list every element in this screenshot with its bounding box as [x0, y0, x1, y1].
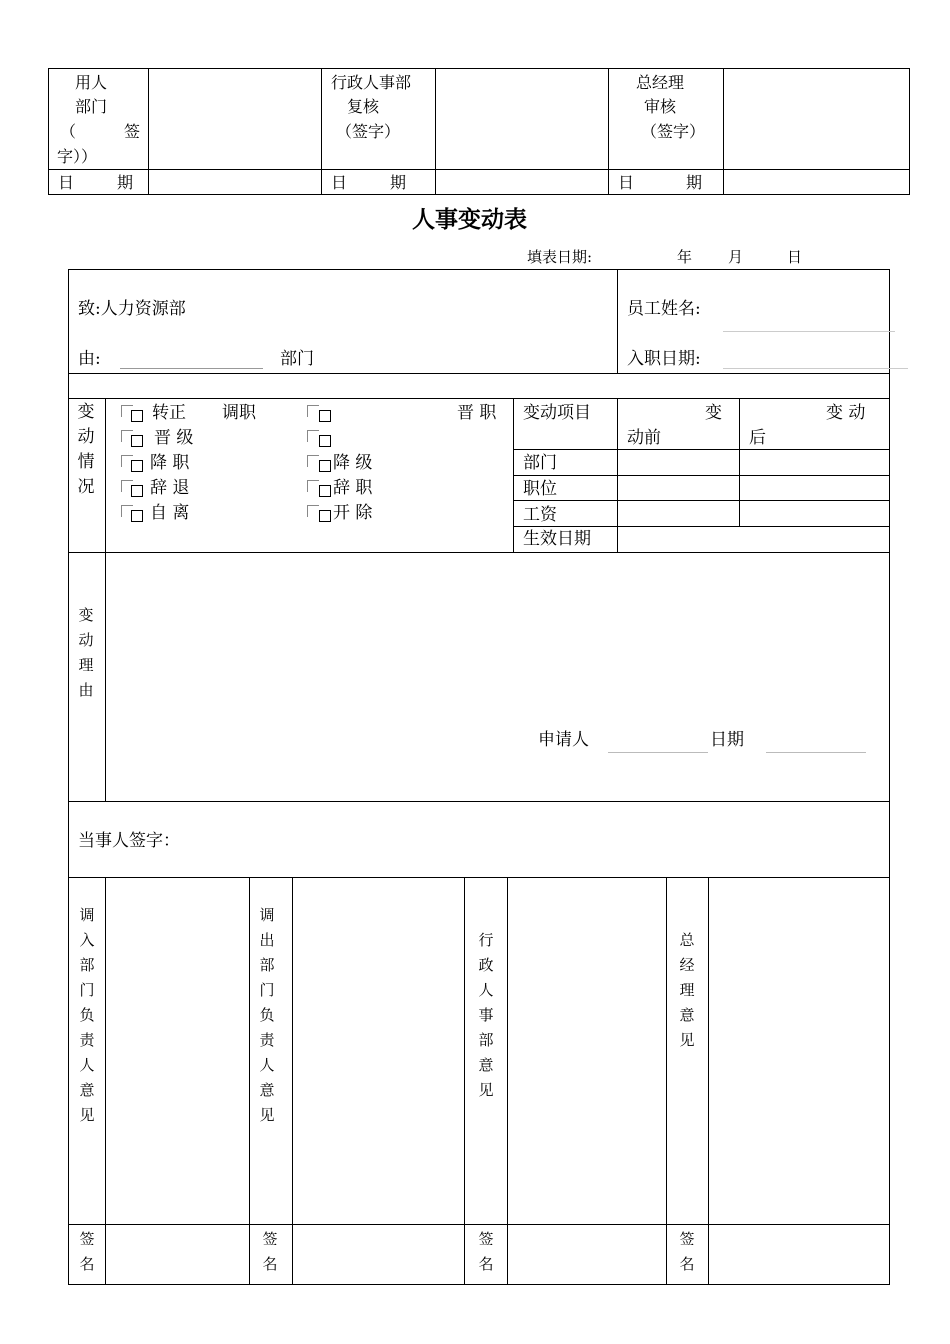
admin-sign-field[interactable]	[436, 69, 608, 169]
admin-review-label: 行政人事部	[331, 73, 412, 92]
out-dept-signature-field[interactable]	[293, 1225, 464, 1284]
out-dept-opinion-field[interactable]	[293, 878, 464, 1224]
option-grade-up: 晋 级	[154, 428, 194, 448]
admin-review-label: （签字）	[336, 122, 401, 141]
out-dept-opinion-label: 调 出 部 门 负 责 人 意 见	[259, 906, 275, 1124]
row-dept-label: 部门	[523, 453, 557, 473]
checkbox-shadow	[307, 405, 319, 417]
checkbox-transfer[interactable]	[319, 410, 331, 422]
from-dept-field[interactable]	[120, 368, 263, 369]
year-label: 年	[677, 248, 693, 266]
row-effective-date-label: 生效日期	[523, 529, 591, 549]
admin-review-label: 复核	[347, 97, 380, 116]
checkbox-promotion[interactable]	[319, 435, 331, 447]
option-promotion: 晋 职	[457, 403, 497, 423]
salary-before-field[interactable]	[618, 501, 739, 526]
to-label: 致:人力资源部	[78, 299, 186, 319]
date-label: 期	[390, 173, 407, 192]
party-signature-label: 当事人签字：	[78, 831, 180, 851]
applicant-field[interactable]	[608, 752, 708, 753]
checkbox-grade-up[interactable]	[131, 435, 143, 447]
option-transfer: 调职	[222, 403, 256, 423]
effective-date-field[interactable]	[618, 527, 889, 552]
dept-sign-label: （	[60, 122, 77, 141]
dept-date-field[interactable]	[149, 170, 321, 194]
option-expulsion: 开 除	[333, 503, 373, 523]
checkbox-dismissal[interactable]	[131, 485, 143, 497]
signature-label: 签 名	[478, 1230, 494, 1273]
applicant-date-field[interactable]	[766, 752, 866, 753]
dept-after-field[interactable]	[740, 450, 889, 475]
signature-label: 签 名	[679, 1230, 695, 1273]
fill-day-field[interactable]	[746, 246, 784, 268]
date-label: 日	[58, 173, 75, 192]
row-position-label: 职位	[523, 479, 557, 499]
admin-opinion-field[interactable]	[508, 878, 666, 1224]
dept-sign-label: 用人	[75, 73, 108, 92]
dept-sign-label: 字））	[57, 147, 98, 166]
after-change-header: 变 动	[826, 403, 866, 423]
change-situation-label: 变 动 情 况	[77, 402, 95, 497]
gm-opinion-field[interactable]	[709, 878, 889, 1224]
gm-date-field[interactable]	[724, 170, 909, 194]
admin-date-field[interactable]	[436, 170, 608, 194]
before-change-header: 动前	[627, 428, 661, 448]
gm-signature-field[interactable]	[709, 1225, 889, 1284]
checkbox-shadow	[307, 430, 319, 442]
checkbox-self-leave[interactable]	[131, 510, 143, 522]
option-grade-down: 降 级	[333, 453, 373, 473]
option-self-leave: 自 离	[150, 503, 190, 523]
admin-signature-field[interactable]	[508, 1225, 666, 1284]
month-label: 月	[728, 248, 744, 266]
employee-name-field[interactable]	[723, 331, 895, 332]
gm-opinion-label: 总 经 理 意 见	[679, 931, 695, 1049]
salary-after-field[interactable]	[740, 501, 889, 526]
option-resignation: 辞 职	[333, 478, 373, 498]
date-label: 期	[686, 173, 703, 192]
checkbox-expulsion[interactable]	[319, 510, 331, 522]
checkbox-shadow	[307, 455, 319, 467]
form-title: 人事变动表	[412, 207, 527, 233]
hire-date-field[interactable]	[723, 368, 908, 369]
change-reason-label: 变 动 理 由	[78, 606, 94, 699]
option-regularization: 转正	[152, 403, 186, 423]
option-dismissal: 辞 退	[150, 478, 190, 498]
dept-sign-label: 部门	[75, 97, 108, 116]
date-label: 期	[117, 173, 134, 192]
in-dept-signature-field[interactable]	[106, 1225, 249, 1284]
day-label: 日	[787, 248, 803, 266]
fill-month-field[interactable]	[695, 246, 725, 268]
in-dept-opinion-field[interactable]	[106, 878, 249, 1224]
gm-sign-field[interactable]	[724, 69, 909, 169]
change-item-header: 变动项目	[523, 403, 591, 423]
option-demotion: 降 职	[150, 453, 190, 473]
signature-label: 签 名	[262, 1230, 278, 1273]
dept-sign-field[interactable]	[149, 69, 321, 169]
checkbox-regularization[interactable]	[131, 410, 143, 422]
hire-date-label: 入职日期:	[627, 349, 701, 369]
checkbox-shadow	[307, 505, 319, 517]
employee-name-label: 员工姓名:	[627, 299, 701, 319]
checkbox-demotion[interactable]	[131, 460, 143, 472]
row-salary-label: 工资	[523, 505, 557, 525]
after-change-header: 后	[749, 428, 766, 448]
gm-review-label: 总经理	[636, 73, 685, 92]
position-after-field[interactable]	[740, 476, 889, 500]
checkbox-resignation[interactable]	[319, 485, 331, 497]
position-before-field[interactable]	[618, 476, 739, 500]
checkbox-shadow	[307, 480, 319, 492]
fill-date-label: 填表日期:	[527, 248, 593, 266]
change-reason-field[interactable]	[106, 553, 889, 718]
applicant-date-label: 日期	[710, 730, 744, 750]
gm-review-label: （签字）	[641, 122, 706, 141]
before-change-header: 变	[705, 403, 722, 423]
party-signature-field[interactable]	[190, 815, 880, 865]
dept-before-field[interactable]	[618, 450, 739, 475]
date-label: 日	[331, 173, 348, 192]
in-dept-opinion-label: 调 入 部 门 负 责 人 意 见	[79, 906, 95, 1124]
signature-label: 签 名	[79, 1230, 95, 1273]
applicant-label: 申请人	[538, 730, 589, 750]
checkbox-grade-down[interactable]	[319, 460, 331, 472]
dept-sign-label: 签	[124, 122, 141, 141]
fill-year-field[interactable]	[605, 246, 675, 268]
gm-review-label: 审核	[644, 97, 677, 116]
dept-suffix-label: 部门	[280, 349, 314, 369]
admin-opinion-label: 行 政 人 事 部 意 见	[478, 931, 494, 1099]
from-label: 由:	[78, 349, 101, 369]
date-label: 日	[618, 173, 635, 192]
blank-row	[69, 374, 889, 398]
